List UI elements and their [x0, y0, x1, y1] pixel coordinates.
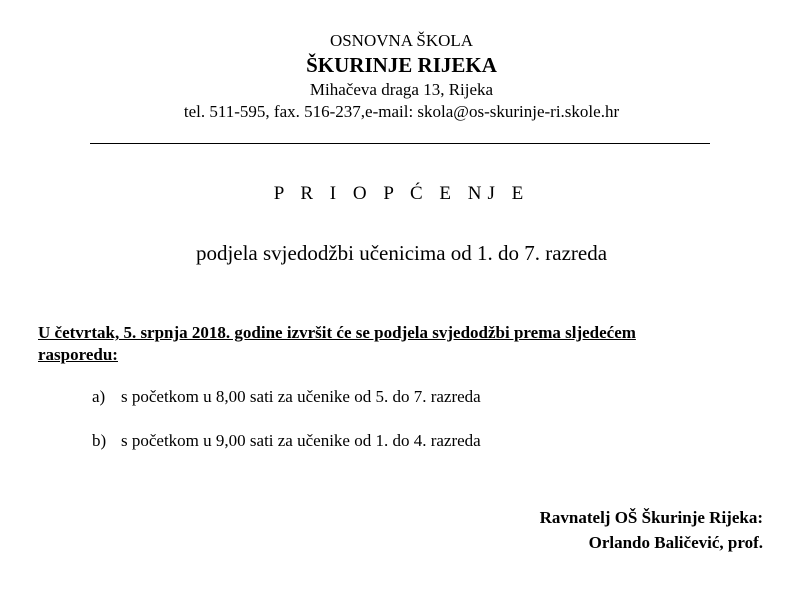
list-marker: b)	[92, 431, 107, 450]
header-divider	[90, 143, 710, 144]
school-contact: tel. 511-595, fax. 516-237,e-mail: skola@os-skurinje-ri.skole.hr	[183, 102, 620, 121]
schedule-item-text: s početkom u 9,00 sati za učenike od 1. do 4. razreda	[121, 431, 481, 450]
signature-role: Ravnatelj OŠ Škurinje Rijeka:	[539, 508, 763, 527]
school-name: ŠKURINJE RIJEKA	[306, 53, 497, 77]
notice-title: P R I O P Ć E NJ E	[273, 183, 530, 204]
list-marker: a)	[92, 387, 106, 406]
notice-intro-line: rasporedu:	[38, 345, 118, 364]
school-type: OSNOVNA ŠKOLA	[329, 31, 474, 50]
notice-subtitle: podjela svjedodžbi učenicima od 1. do 7. razreda	[195, 241, 608, 265]
schedule-item-text: s početkom u 8,00 sati za učenike od 5. do 7. razreda	[121, 387, 481, 406]
signature-name: Orlando Baličević, prof.	[588, 533, 763, 552]
school-address: Mihačeva draga 13, Rijeka	[309, 80, 494, 99]
schedule-item-b	[92, 431, 481, 451]
schedule-item-a	[92, 387, 481, 407]
signature-block	[540, 505, 763, 555]
notice-intro	[38, 322, 738, 366]
notice-intro-line: U četvrtak, 5. srpnja 2018. godine izvršit će se podjela svjedodžbi prema sljedećem	[38, 323, 636, 342]
